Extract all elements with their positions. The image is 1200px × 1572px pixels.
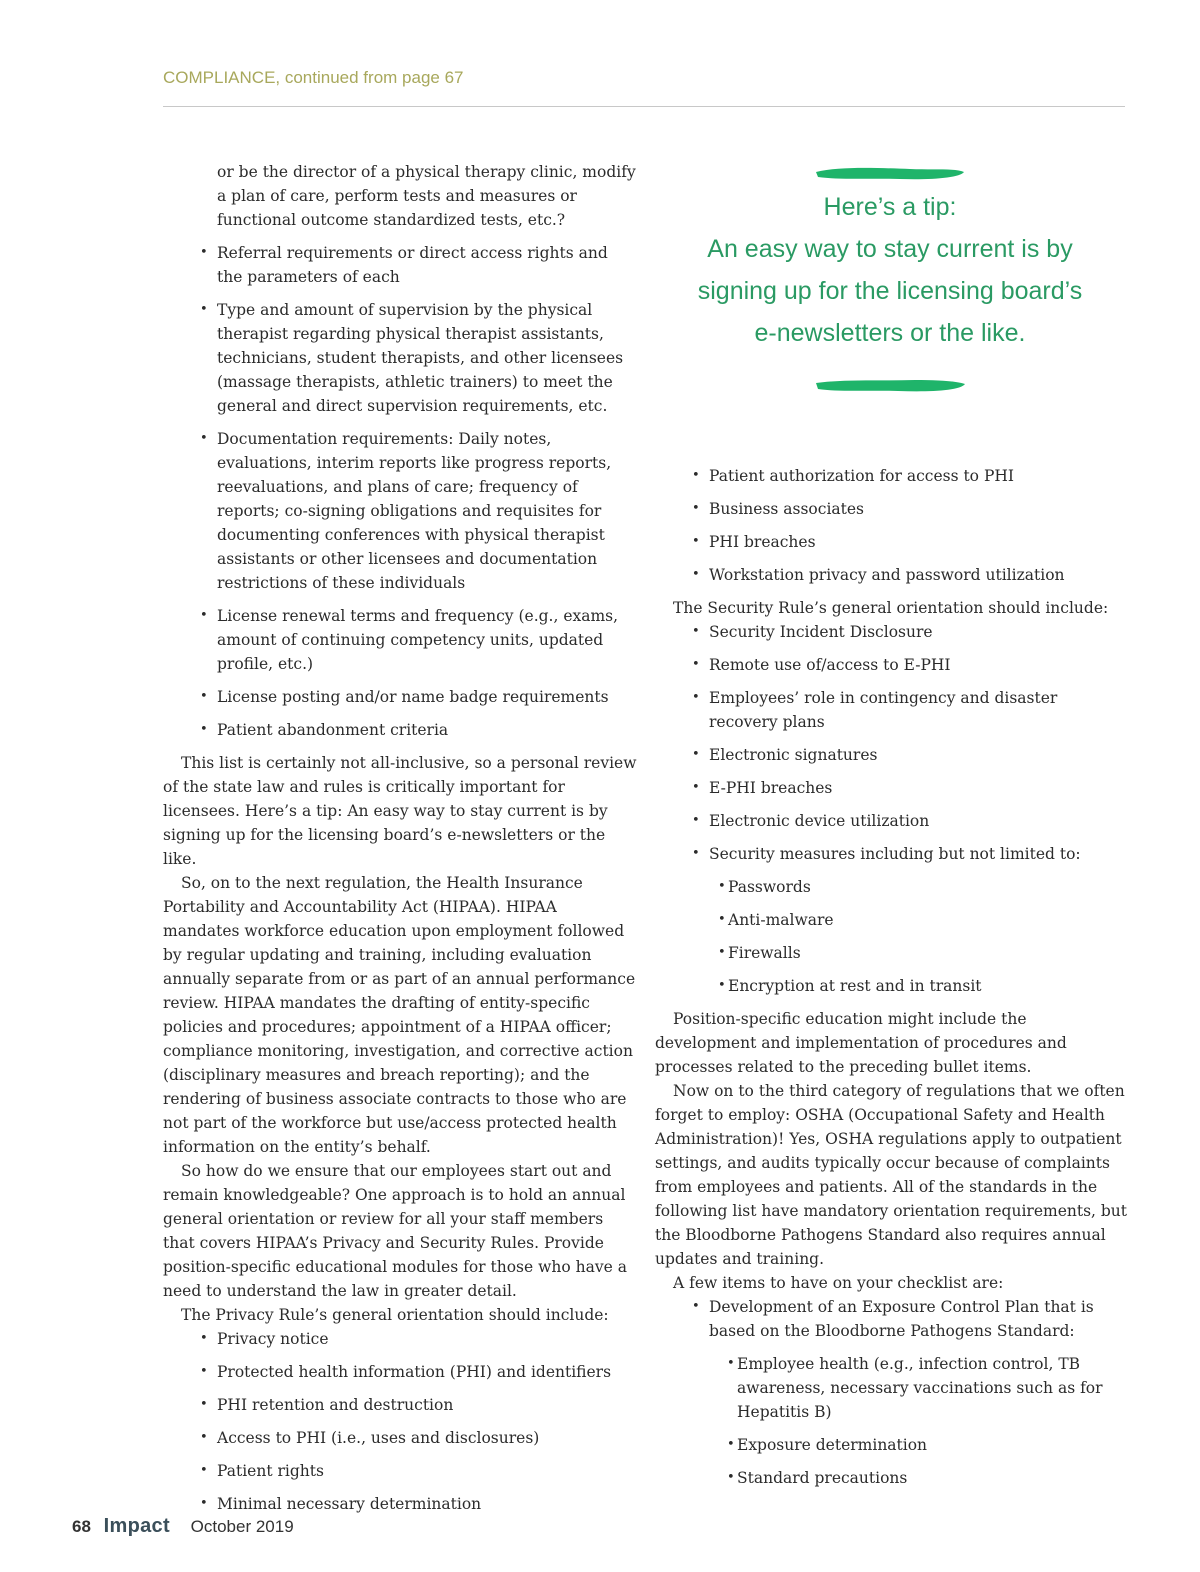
list-item: • Exposure determination — [655, 1433, 1130, 1457]
paragraph: Now on to the third category of regulations that we often forget to employ: OSHA (Occupational Safety and Health Administration)! Yes, OSHA regulations apply to outpatient settings, and audits typically occur because of complaints from employees and patients. All of the standards in the following list have mandatory orientation requirements, but the Bloodborne Pathogens Standard also requires annual updates and training. — [655, 1082, 1128, 1268]
magazine-brand: Impact — [103, 1515, 170, 1537]
brush-stroke-bottom — [810, 372, 970, 398]
list-item: • Encryption at rest and in transit — [655, 974, 1130, 998]
list-item: • Protected health information (PHI) and identifiers — [163, 1360, 638, 1384]
list-item: • Patient abandonment criteria — [163, 718, 638, 742]
continued-header: COMPLIANCE, continued from page 67 — [163, 68, 464, 87]
security-measures-sublist — [655, 875, 1130, 998]
tip-callout — [655, 160, 1125, 398]
paragraph: So how do we ensure that our employees start out and remain knowledgeable? One approach is to hold an annual general orientation or review for all your staff members that covers HIPAA’s Privacy and Security Rules. Provide position-specific educational modules for those who have a need to understand the law in greater detail. — [163, 1162, 627, 1300]
list-item: • Workstation privacy and password utilization — [655, 563, 1130, 587]
list-item: • Electronic signatures — [655, 743, 1130, 767]
list-item: • Patient authorization for access to PHI — [655, 464, 1130, 488]
list-item: • Type and amount of supervision by the physical therapist regarding physical therapist assistants, technicians, student therapists, and other licensees (massage therapists, athletic trainers) to meet the general and direct supervision requirements, etc. — [163, 298, 638, 418]
page-number: 68 — [72, 1517, 91, 1536]
list-item: • PHI retention and destruction — [163, 1393, 638, 1417]
list-item: • Patient rights — [163, 1459, 638, 1483]
exposure-plan-sublist — [655, 1352, 1130, 1490]
list-item: • E-PHI breaches — [655, 776, 1130, 800]
list-item: • Employees’ role in contingency and disaster recovery plans — [655, 686, 1130, 734]
header-divider — [163, 106, 1125, 107]
list-item: • PHI breaches — [655, 530, 1130, 554]
list-item: • Security Incident Disclosure — [655, 620, 1130, 644]
checklist-lead: A few items to have on your checklist are: — [673, 1274, 1004, 1292]
paragraph: So, on to the next regulation, the Health Insurance Portability and Accountability Act (HIPAA). HIPAA mandates workforce education upon employment followed by regular updating and training, including evaluation annually separate from or as part of an annual performance review. HIPAA mandates the drafting of entity-specific policies and procedures; appointment of a HIPAA officer; compliance monitoring, investigation, and corrective action (disciplinary measures and breach reporting); and the rendering of business associate contracts to those who are not part of the workforce but use/access protected health information on the entity’s behalf. — [163, 874, 636, 1156]
brush-stroke-top — [810, 160, 970, 186]
list-item: • License posting and/or name badge requirements — [163, 685, 638, 709]
list-item: • Business associates — [655, 497, 1130, 521]
paragraph: This list is certainly not all-inclusive, so a personal review of the state law and rules is critically important for licensees. Here’s a tip: An easy way to stay current is by signing up for the licensing board’s e-newsletters or the like. — [163, 754, 637, 868]
list-item: • Referral requirements or direct access rights and the parameters of each — [163, 241, 638, 289]
page-footer — [72, 1515, 294, 1538]
checklist-bullet-list — [655, 1295, 1130, 1343]
right-column — [655, 464, 1130, 1499]
tip-line: Here’s a tip: — [823, 193, 957, 221]
privacy-bullet-list — [163, 1327, 638, 1516]
security-bullet-list — [655, 620, 1130, 866]
list-item: • Privacy notice — [163, 1327, 638, 1351]
list-item: • Anti-malware — [655, 908, 1130, 932]
tip-line: e-newsletters or the like. — [754, 319, 1026, 347]
issue-date: October 2019 — [190, 1517, 294, 1536]
tip-line: An easy way to stay current is by — [707, 235, 1073, 263]
tip-line: signing up for the licensing board’s — [697, 277, 1083, 305]
license-bullet-list — [163, 241, 638, 742]
list-item: • Passwords — [655, 875, 1130, 899]
list-item: • Minimal necessary determination — [163, 1492, 638, 1516]
left-column — [163, 160, 638, 1525]
list-item: • Employee health (e.g., infection control, TB awareness, necessary vaccinations such as for Hepatitis B) — [655, 1352, 1130, 1424]
list-item: • Development of an Exposure Control Plan that is based on the Bloodborne Pathogens Standard: — [655, 1295, 1130, 1343]
list-item: • Remote use of/access to E-PHI — [655, 653, 1130, 677]
list-item: • Documentation requirements: Daily notes, evaluations, interim reports like progress reports, reevaluations, and plans of care; frequency of reports; co-signing obligations and requisites for documenting conferences with physical therapist assistants or other licensees and documentation restrictions of these individuals — [163, 427, 638, 595]
privacy-rule-lead: The Privacy Rule’s general orientation should include: — [181, 1306, 609, 1324]
privacy-bullet-list-continued — [655, 464, 1130, 587]
list-item: • License renewal terms and frequency (e.g., exams, amount of continuing competency units, updated profile, etc.) — [163, 604, 638, 676]
list-item: • Electronic device utilization — [655, 809, 1130, 833]
paragraph: Position-specific education might include the development and implementation of procedures and processes related to the preceding bullet items. — [655, 1010, 1067, 1076]
list-item: • Access to PHI (i.e., uses and disclosures) — [163, 1426, 638, 1450]
security-rule-lead: The Security Rule’s general orientation should include: — [673, 599, 1109, 617]
list-item: • Firewalls — [655, 941, 1130, 965]
intro-continuation: or be the director of a physical therapy clinic, modify a plan of care, perform tests and measures or functional outcome standardized tests, etc.? — [217, 163, 636, 229]
list-item: • Standard precautions — [655, 1466, 1130, 1490]
list-item: • Security measures including but not limited to: — [655, 842, 1130, 866]
